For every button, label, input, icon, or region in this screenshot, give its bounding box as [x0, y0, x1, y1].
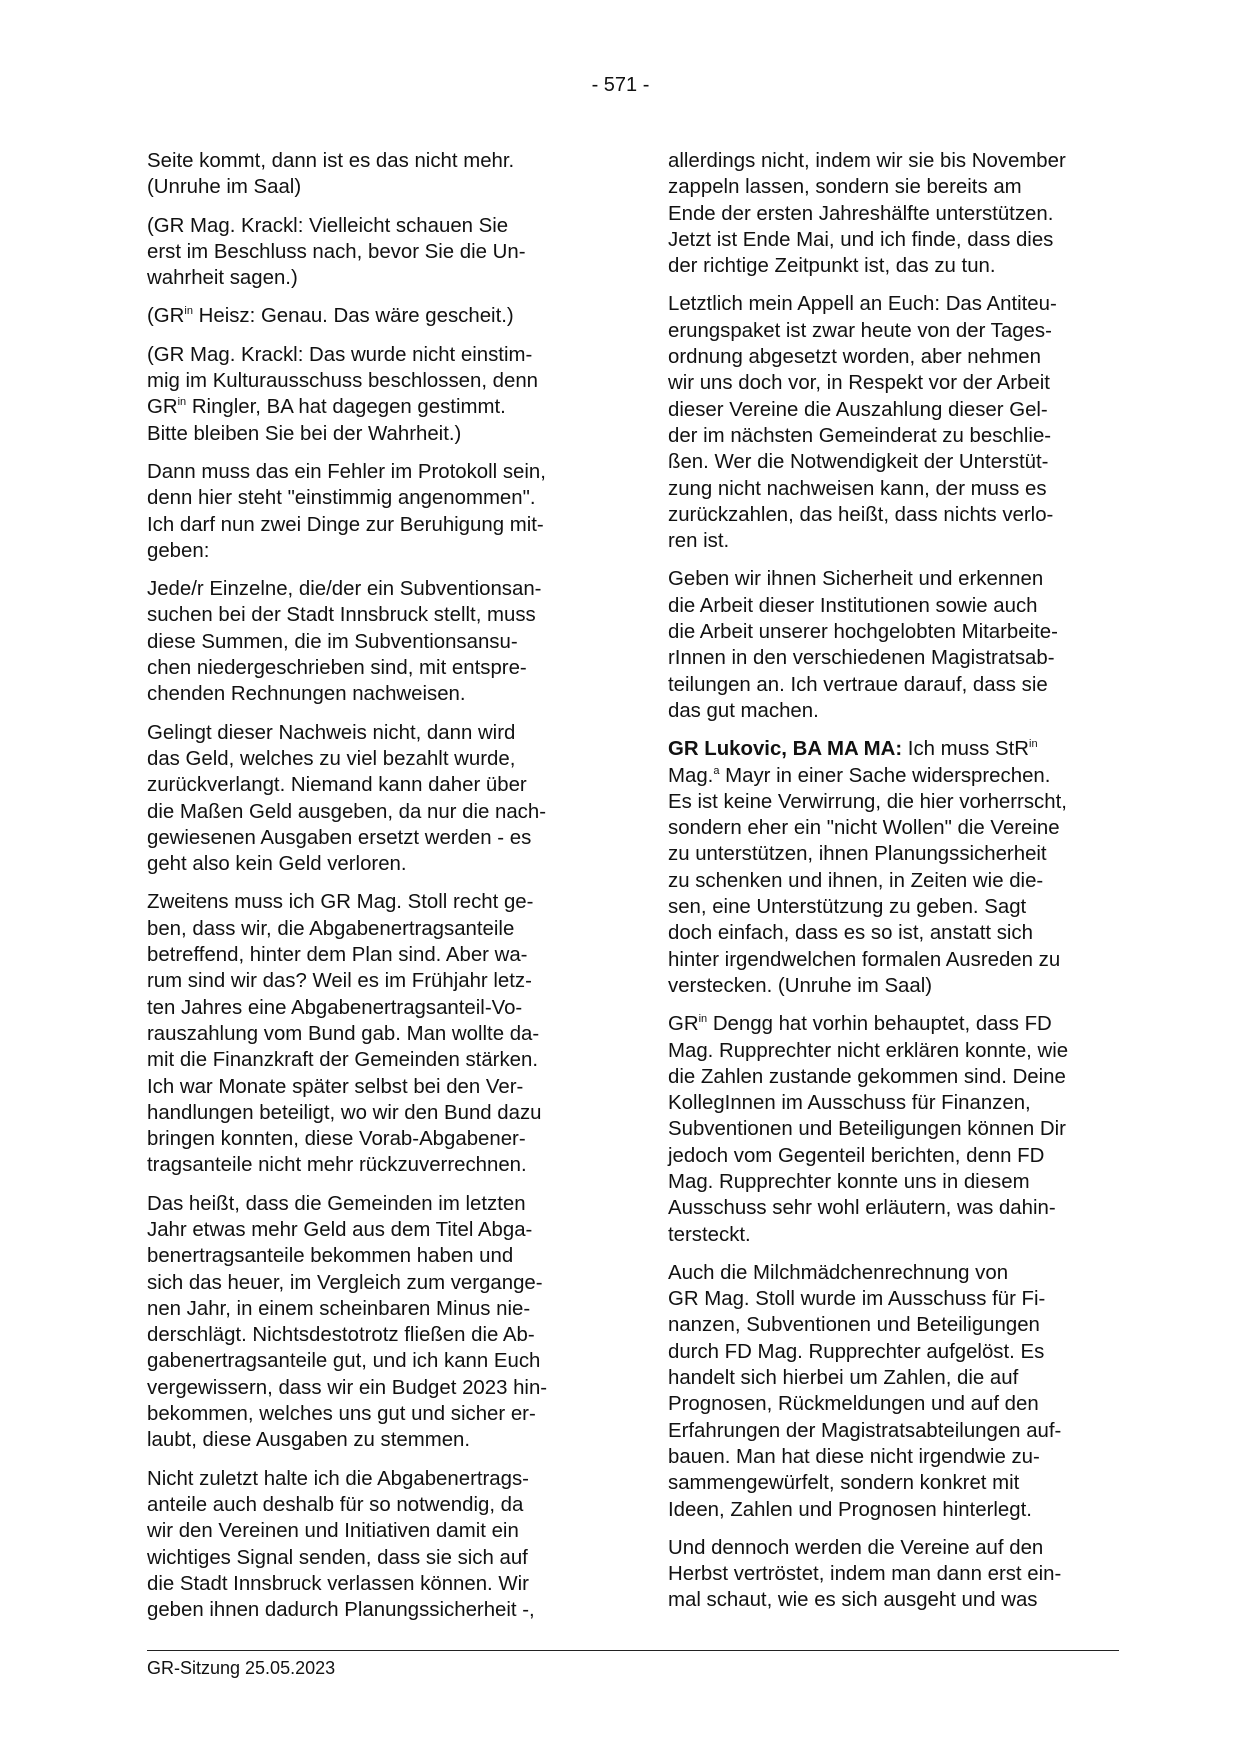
footer-text: GR-Sitzung 25.05.2023 — [147, 1658, 336, 1678]
paragraph: Jede/r Einzelne, die/der ein Subventionsan- suchen bei der Stadt Innsbruck stellt, muss diese Summen, die im Subventionsansu- chen niedergeschrieben sind, mit entspre- chenden Rechnungen nachweisen. — [147, 578, 542, 706]
gr-prefix: GR — [668, 1013, 699, 1036]
page-number: - 571 - — [591, 74, 650, 96]
speaker-name: GR Lukovic, BA MA MA: — [668, 738, 903, 761]
gender-suffix: a — [713, 764, 720, 777]
speech-intro: Ich muss StR — [902, 738, 1030, 761]
paragraph: Und dennoch werden die Vereine auf den Herbst vertröstet, indem man dann erst ein- mal schaut, wie es sich ausgeht und was — [668, 1536, 1062, 1612]
speech-title: Mag. — [668, 764, 714, 787]
paragraph: allerdings nicht, indem wir sie bis November zappeln lassen, sondern sie bereits am Ende der ersten Jahreshälfte unterstützen. Jetzt ist Ende Mai, und ich finde, dass dies der richtige Zeitpunkt ist, das zu tun. — [668, 150, 1066, 278]
paragraph: Seite kommt, dann ist es das nicht mehr. (Unruhe im Saal) — [147, 150, 515, 199]
paragraph-dengg — [668, 1011, 1118, 1248]
paragraph-text: Heisz: Genau. Das wäre gescheit.) — [198, 305, 514, 328]
paragraph: Letztlich mein Appell an Euch: Das Antiteu- erungspaket ist zwar heute von der Tages- ordnung abgesetzt worden, aber nehmen wir uns doch vor, in Respekt vor der Arbeit dieser Vereine die Auszahlung dieser Gel- der im nächsten Gemeinderat zu beschlie- ßen. Wer die Notwendigkeit der Unterstüt- zung nicht nachweisen kann, der muss es zurückzahlen, das heißt, dass nichts verlo- ren ist. — [668, 293, 1057, 553]
paragraph-krackl — [147, 342, 597, 447]
gr-prefix: (GR — [147, 305, 185, 328]
gender-suffix: in — [1029, 738, 1038, 751]
right-column — [668, 148, 1118, 1626]
paragraph: Nicht zuletzt halte ich die Abgabenertrags- anteile auch deshalb für so notwendig, da wir den Vereinen und Initiativen damit ein wichtiges Signal senden, dass sie sich auf die Stadt Innsbruck verlassen können. Wir geben ihnen dadurch Planungssicherheit -, — [147, 1467, 535, 1622]
paragraph: Das heißt, dass die Gemeinden im letzten Jahr etwas mehr Geld aus dem Titel Abga- benertragsanteile bekommen haben und sich das heuer, im Vergleich zum vergange- nen Jahr, in einem scheinbaren Minus nie- derschlägt. Nichtsdestotrotz fließen die Ab- gabenertragsanteile gut, und ich kann Euch vergewissern, dass wir ein Budget 2023 hin- bekommen, welches uns gut und sicher er- laubt, diese Ausgaben zu stemmen. — [147, 1192, 548, 1452]
gender-suffix: in — [177, 396, 187, 409]
paragraph-text: Ringler, BA hat dagegen gestimmt. Bitte bleiben Sie bei der Wahrheit.) — [147, 396, 506, 445]
gender-suffix: in — [184, 305, 193, 318]
paragraph: Zweitens muss ich GR Mag. Stoll recht ge- ben, dass wir, die Abgabenertragsanteile betreffend, hinter dem Plan sind. Aber wa- rum sind wir das? Weil es im Frühjahr letz- ten Jahres eine Abgabenertragsanteil-Vo- rauszahlung vom Bund gab. Man wollte da- mit die Finanzkraft der Gemeinden stärken. Ich war Monate später selbst bei den Ver- handlungen beteiligt, wo wir den Bund dazu bringen konnten, diese Vorab-Abgabener- tragsanteile nicht mehr rückzuverrechnen. — [147, 891, 542, 1177]
paragraph: Gelingt dieser Nachweis nicht, dann wird das Geld, welches zu viel bezahlt wurde, zurückverlangt. Niemand kann daher über die Maßen Geld ausgeben, da nur die nach- gewiesenen Ausgaben ersetzt werden - es geht also kein Geld verloren. — [147, 721, 547, 876]
gender-suffix: in — [698, 1013, 708, 1026]
paragraph: (GR Mag. Krackl: Vielleicht schauen Sie erst im Beschluss nach, bevor Sie die Un- wahrheit sagen.) — [147, 214, 526, 290]
left-column — [147, 148, 597, 1635]
paragraph-text: (GR Mag. Krackl: Das wurde nicht einstim- mig im Kulturausschuss beschlossen, denn — [147, 343, 539, 393]
paragraph-heisz — [147, 303, 597, 329]
paragraph: Dann muss das ein Fehler im Protokoll sein, denn hier steht "einstimmig angenommen". Ich darf nun zwei Dinge zur Beruhigung mit- geben: — [147, 460, 546, 562]
paragraph: Auch die Milchmädchenrechnung von GR Mag. Stoll wurde im Ausschuss für Fi- nanzen, Subventionen und Beteiligungen durch FD Mag. Rupprechter aufgelöst. Es handelt sich hierbei um Zahlen, die auf Prognosen, Rückmeldungen und auf den Erfahrungen der Magistratsabteilungen auf- bauen. Man hat diese nicht irgendwie zu- sammengewürfelt, sondern konkret mit Ideen, Zahlen und Prognosen hinterlegt. — [668, 1261, 1062, 1521]
speech-lukovic — [668, 736, 1118, 999]
speech-body: Mayr in einer Sache widersprechen. Es ist keine Verwirrung, die hier vorherrscht, sondern eher ein "nicht Wollen" die Vereine zu unterstützen, ihnen Planungssicherheit zu schenken und ihnen, in Zeiten wie die- sen, eine Unterstützung zu geben. Sagt doch einfach, dass es so ist, anstatt sich hinter irgendwelchen formalen Ausreden zu verstecken. (Unruhe im Saal) — [668, 764, 1067, 997]
gr-prefix: GR — [147, 396, 178, 419]
paragraph: Geben wir ihnen Sicherheit und erkennen die Arbeit dieser Institutionen sowie auch die Arbeit unserer hochgelobten Mitarbeite- rInnen in den verschiedenen Magistratsab- teilungen an. Ich vertraue darauf, dass sie das gut machen. — [668, 568, 1058, 722]
paragraph-text: Dengg hat vorhin behauptet, dass FD Mag. Rupprechter nicht erklären konnte, wie die Zahlen zustande gekommen sind. Deine KollegInnen im Ausschuss für Finanzen, Subventionen und Beteiligungen können Dir jedoch vom Gegenteil berichten, denn FD Mag. Rupprechter konnte uns in diesem Ausschuss sehr wohl erläutern, was dahin- tersteckt. — [668, 1013, 1069, 1246]
footer-divider — [147, 1650, 1119, 1651]
